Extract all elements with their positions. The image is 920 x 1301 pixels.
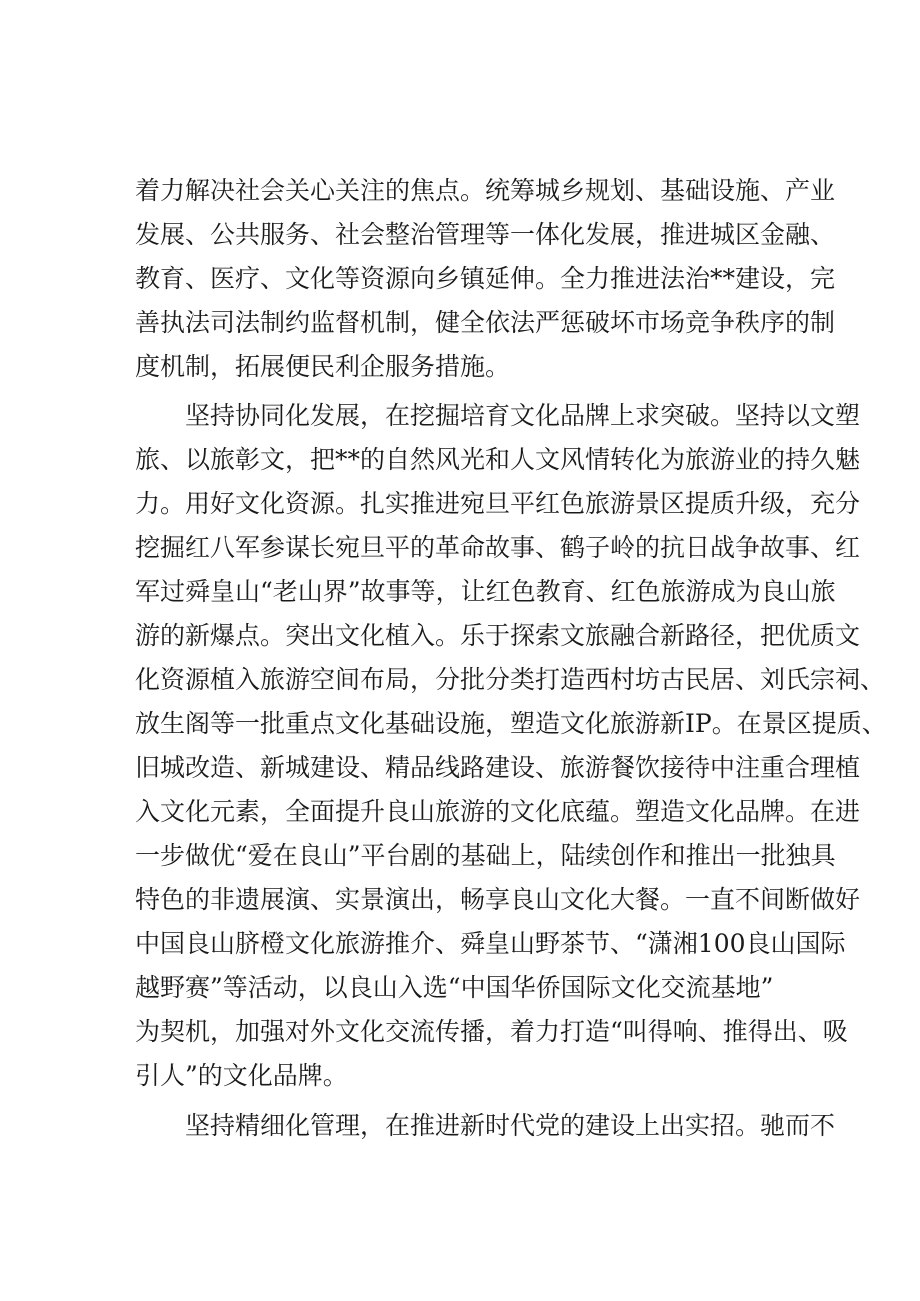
text-line: 游的新爆点。突出文化植入。乐于探索文旅融合新路径，把优质文 [135,621,861,650]
text-line: 发展、公共服务、社会整治管理等一体化发展，推进城区金融、 [135,220,836,249]
text-line: 力。用好文化资源。扎实推进宛旦平红色旅游景区提质升级，充分 [135,489,861,518]
text-line: 特色的非遗展演、实景演出，畅享良山文化大餐。一直不间断做好 [135,885,861,914]
paragraph-start-line: 坚持协同化发展，在挖掘培育文化品牌上求突破。坚持以文塑 [185,401,861,430]
text-line: 挖掘红八军参谋长宛旦平的革命故事、鹤子岭的抗日战争故事、红 [135,533,861,562]
text-line: 善执法司法制约监督机制，健全依法严惩破坏市场竞争秩序的制 [135,308,836,337]
text-line: 入文化元素，全面提升良山旅游的文化底蕴。塑造文化品牌。在进 [135,797,861,826]
text-line: 旅、以旅彰文，把**的自然风光和人文风情转化为旅游业的持久魅 [135,445,861,474]
text-line: 军过舜皇山“老山界”故事等，让红色教育、红色旅游成为良山旅 [135,577,836,606]
text-line: 旧城改造、新城建设、精品线路建设、旅游餐饮接待中注重合理植 [135,753,861,782]
text-line: 放生阁等一批重点文化基础设施，塑造文化旅游新IP。在景区提质、 [135,709,887,738]
text-line: 教育、医疗、文化等资源向乡镇延伸。全力推进法治**建设，完 [135,264,836,293]
text-line: 化资源植入旅游空间布局，分批分类打造西村坊古民居、刘氏宗祠、 [135,665,886,694]
text-line: 一步做优“爱在良山”平台剧的基础上，陆续创作和推出一批独具 [135,841,836,870]
text-line: 为契机，加强对外文化交流传播，着力打造“叫得响、推得出、吸 [135,1017,848,1046]
text-line: 越野赛”等活动，以良山入选“中国华侨国际文化交流基地” [135,973,774,1002]
paragraph-start-line: 坚持精细化管理，在推进新时代党的建设上出实招。驰而不 [185,1111,836,1140]
text-line: 度机制，拓展便民利企服务措施。 [135,352,511,381]
text-line: 中国良山脐橙文化旅游推介、舜皇山野茶节、“潇湘100良山国际 [135,929,846,958]
text-line: 着力解决社会关心关注的焦点。统筹城乡规划、基础设施、产业 [135,176,836,205]
text-line: 引人”的文化品牌。 [135,1061,348,1090]
